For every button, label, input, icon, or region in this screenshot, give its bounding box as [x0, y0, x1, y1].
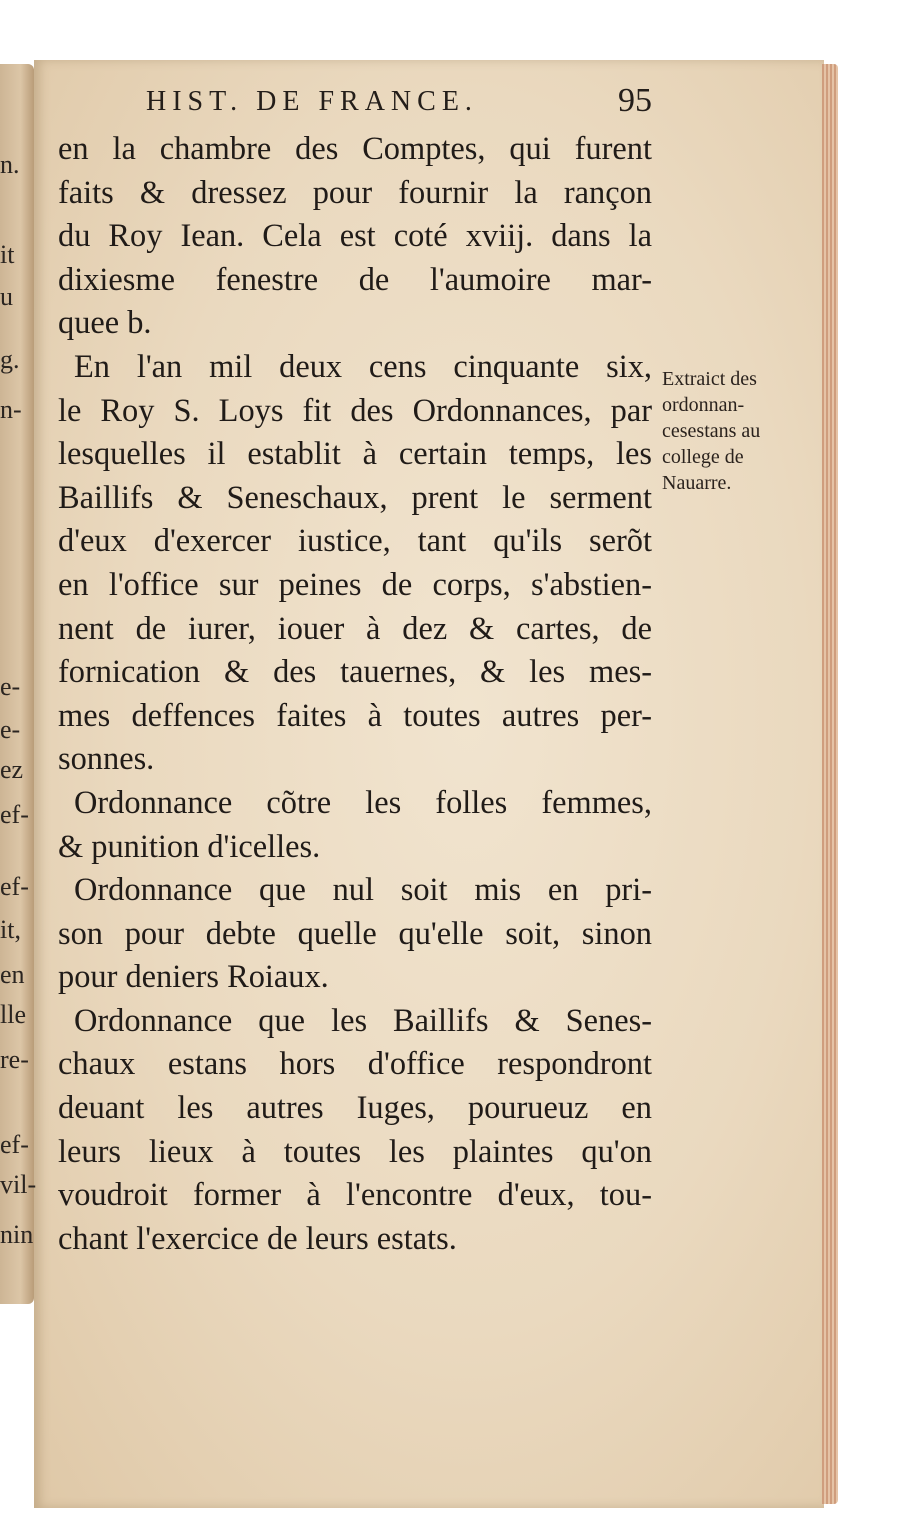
page-fore-edge: [822, 64, 838, 1504]
previous-page-fragment: ef-: [0, 800, 29, 829]
text-line: & punition d'icelles.: [58, 828, 321, 865]
text-line: sonnes.: [58, 741, 155, 778]
text-line: Ordonnance cõtre les folles femmes,: [74, 784, 652, 821]
text-line: leurs lieux à toutes les plaintes qu'on: [58, 1133, 652, 1170]
text-line: deuant les autres Iuges, pourueuz en: [58, 1090, 652, 1127]
text-line: en la chambre des Comptes, qui furent: [58, 131, 652, 167]
text-line: voudroit former à l'encontre d'eux, tou-: [58, 1177, 652, 1214]
page-number: 95: [618, 82, 652, 119]
margin-note-line: ordonnan-: [662, 394, 745, 416]
previous-page-fragment: it,: [0, 915, 21, 944]
previous-page-fragment: e-: [0, 715, 21, 744]
text-line: mes deffences faites à toutes autres per-: [58, 697, 652, 734]
previous-page-fragment: re-: [0, 1045, 29, 1074]
margin-note-line: Extraict des: [662, 368, 757, 390]
previous-page-fragment: e-: [0, 672, 21, 701]
previous-page-fragment: it: [0, 240, 15, 269]
text-line: Baillifs & Seneschaux, prent le serment: [58, 479, 652, 516]
previous-page-fragment: ef-: [0, 1130, 29, 1159]
text-line: Ordonnance que les Baillifs & Senes-: [74, 1002, 652, 1039]
running-head: [58, 82, 658, 126]
previous-page-fragment: ef-: [0, 872, 29, 901]
previous-page-fragment: vil-: [0, 1170, 37, 1199]
margin-note-line: Nauarre.: [662, 472, 732, 494]
text-line: dixiesme fenestre de l'aumoire mar-: [58, 261, 652, 298]
body-text: [58, 128, 652, 1261]
previous-page-fragment: g.: [0, 345, 20, 374]
text-line: nent de iurer, iouer à dez & cartes, de: [58, 610, 652, 647]
text-line: le Roy S. Loys fit des Ordonnances, par: [58, 392, 652, 429]
previous-page-fragment: lle: [0, 1000, 26, 1029]
previous-page-fragment: en: [0, 960, 25, 989]
text-line: fornication & des tauernes, & les mes-: [58, 654, 652, 691]
text-line: son pour debte quelle qu'elle soit, sinon: [58, 915, 652, 952]
margin-note: [662, 366, 790, 496]
text-line: chaux estans hors d'office respondront: [58, 1046, 652, 1083]
text-line: d'eux d'exercer iustice, tant qu'ils serõt: [58, 523, 652, 560]
text-line: lesquelles il establit à certain temps, les: [58, 436, 652, 473]
text-line: En l'an mil deux cens cinquante six,: [74, 348, 652, 385]
text-line: en l'office sur peines de corps, s'abstien-: [58, 566, 652, 603]
text-line: quee b.: [58, 305, 152, 342]
text-line: chant l'exercice de leurs estats.: [58, 1220, 457, 1257]
previous-page-fragment: ez: [0, 755, 24, 784]
previous-page-fragment: n.: [0, 150, 20, 179]
margin-note-line: college de: [662, 446, 744, 468]
previous-page-fragment: u: [0, 282, 13, 311]
text-line: du Roy Iean. Cela est coté xviij. dans la: [58, 218, 652, 255]
running-title: HIST. DE FRANCE.: [146, 86, 478, 117]
previous-page-fragment: n-: [0, 395, 22, 424]
previous-page-fragment: nin: [0, 1220, 34, 1249]
text-line: faits & dressez pour fournir la rançon: [58, 174, 652, 211]
text-line: Ordonnance que nul soit mis en pri-: [74, 872, 652, 909]
margin-note-line: cesestans au: [662, 420, 761, 442]
text-line: pour deniers Roiaux.: [58, 959, 329, 996]
